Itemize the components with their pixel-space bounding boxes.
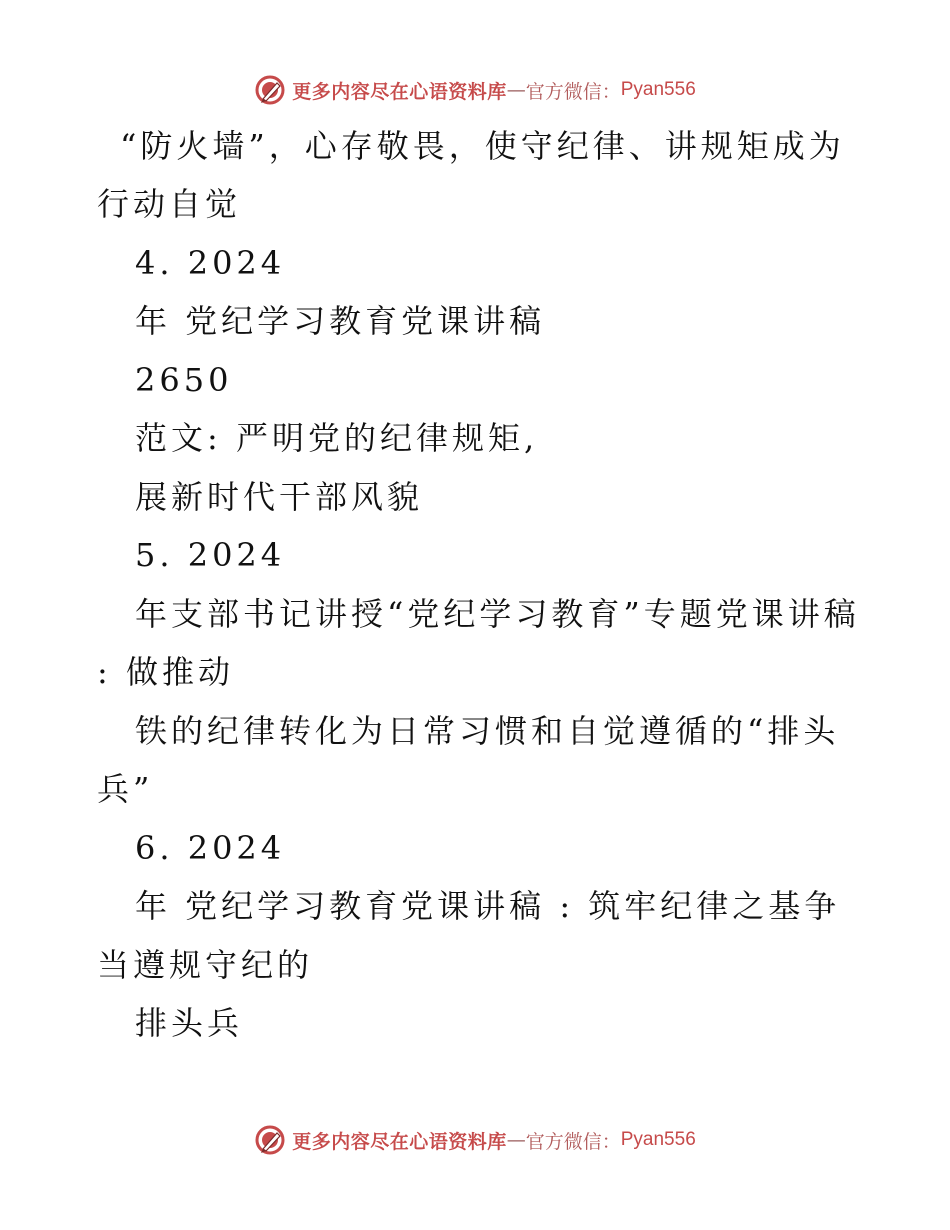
banner-separator: — <box>506 1129 526 1151</box>
text-line: 兵” <box>97 770 154 808</box>
text-line: 当遵规守纪的 <box>97 946 314 984</box>
footer-banner <box>0 1120 950 1160</box>
wechat-id: Pyan556 <box>620 79 696 100</box>
text-line: “防火墙”，心存敬畏，使守纪律、讲规矩成为 <box>120 127 845 165</box>
text-line: 5. 2024 <box>135 536 286 574</box>
text-line: 范文: 严明党的纪律规矩, <box>135 419 539 457</box>
text-line: 年 党纪学习教育党课讲稿 <box>135 302 546 340</box>
text-line: 年支部书记讲授“党纪学习教育”专题党课讲稿 <box>135 595 860 633</box>
text-line: 2650 <box>135 361 233 399</box>
text-line: 铁的纪律转化为日常习惯和自觉遵循的“排头 <box>135 712 840 750</box>
banner-separator: — <box>506 79 526 101</box>
wechat-label: 官方微信： <box>525 1130 621 1153</box>
pen-logo-icon <box>254 1124 286 1156</box>
header-banner <box>0 70 950 110</box>
pen-logo-icon <box>254 74 286 106</box>
text-line: 行动自觉 <box>97 185 242 223</box>
library-text: 更多内容尽在心语资料库 <box>292 80 507 103</box>
text-line: 排头兵 <box>135 1004 244 1042</box>
library-text: 更多内容尽在心语资料库 <box>292 1130 507 1153</box>
wechat-label: 官方微信： <box>525 80 621 103</box>
wechat-id: Pyan556 <box>620 1129 696 1150</box>
text-line: : 做推动 <box>97 653 234 691</box>
text-line: 6. 2024 <box>135 829 286 867</box>
text-line: 展新时代干部风貌 <box>135 478 424 516</box>
text-line: 年 党纪学习教育党课讲稿 : 筑牢纪律之基争 <box>135 887 841 925</box>
text-line: 4. 2024 <box>135 244 286 282</box>
